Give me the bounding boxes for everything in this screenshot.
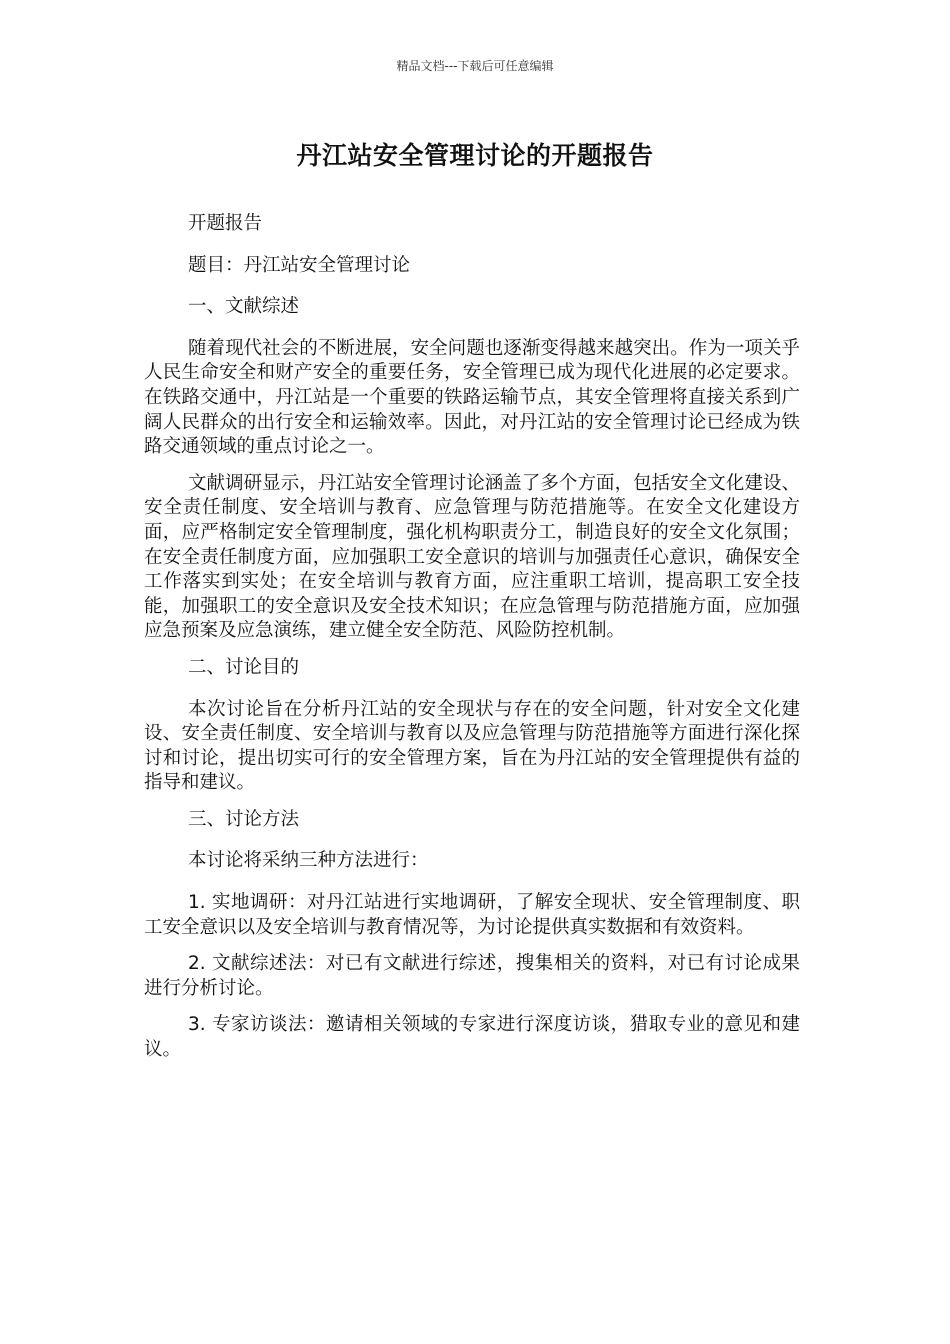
section-heading-methods: 三、讨论方法	[188, 808, 300, 830]
method-item: 3. 专家访谈法：邀请相关领域的专家进行深度访谈，猎取专业的意见和建议。	[144, 1014, 800, 1061]
document-title: 丹江站安全管理讨论的开题报告	[296, 141, 654, 170]
document-body	[144, 212, 800, 1075]
body-paragraph: 文献调研显示，丹江站安全管理讨论涵盖了多个方面，包括安全文化建设、安全责任制度、安全培训与教育、应急管理与防范措施等。在安全文化建设方面，应严格制定安全管理制度，强化机构职责分工，制造良好的安全文化氛围；在安全责任制度方面，应加强职工安全意识的培训与加强责任心意识，确保安全工作落实到实处；在安全培训与教育方面，应注重职工培训，提高职工安全技能，加强职工的安全意识及安全技术知识；在应急管理与防范措施方面，应加强应急预案及应急演练，建立健全安全防范、风险防控机制。	[144, 472, 800, 642]
method-item: 2. 文献综述法：对已有文献进行综述，搜集相关的资料，对已有讨论成果进行分析讨论。	[144, 953, 800, 999]
header-note: 精品文档---下载后可任意编辑	[396, 59, 554, 73]
methods-intro: 本讨论将采纳三种方法进行：	[188, 850, 429, 872]
body-paragraph: 随着现代社会的不断进展，安全问题也逐渐变得越来越突出。作为一项关乎人民生命安全和财产安全的重要任务，安全管理已成为现代化进展的必定要求。在铁路交通中，丹江站是一个重要的铁路运输节点，其安全管理将直接关系到广阔人民群众的出行安全和运输效率。因此，对丹江站的安全管理讨论已经成为铁路交通领域的重点讨论之一。	[144, 337, 800, 458]
heading-report: 开题报告	[188, 213, 263, 234]
heading-topic: 题目：丹江站安全管理讨论	[188, 254, 411, 276]
section-heading-literature-review: 一、文献综述	[188, 296, 300, 318]
section-heading-purpose: 二、讨论目的	[188, 656, 300, 678]
method-item: 1. 实地调研：对丹江站进行实地调研，了解安全现状、安全管理制度、职工安全意识以及安全培训与教育情况等，为讨论提供真实数据和有效资料。	[144, 892, 800, 938]
body-paragraph: 本次讨论旨在分析丹江站的安全现状与存在的安全问题，针对安全文化建设、安全责任制度、安全培训与教育以及应急管理与防范措施等方面进行深化探讨和讨论，提出切实可行的安全管理方案，旨在为丹江站的安全管理提供有益的指导和建议。	[144, 698, 800, 794]
